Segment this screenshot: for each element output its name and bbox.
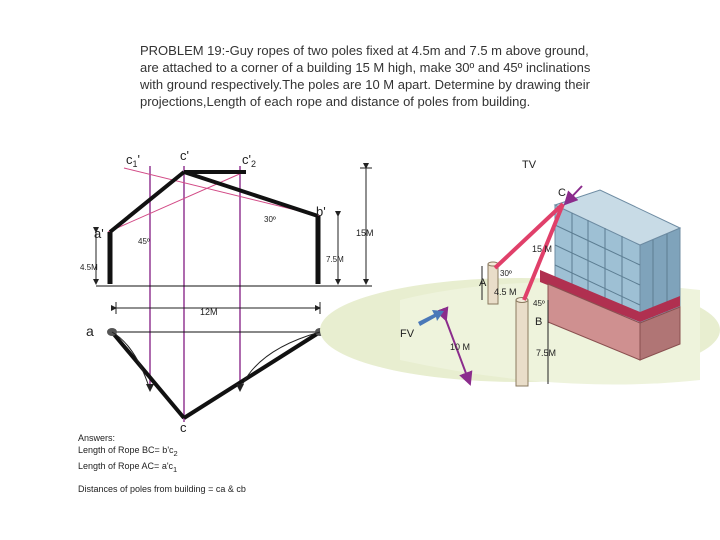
label-fv: FV: [400, 328, 415, 340]
label-A: A: [479, 277, 487, 289]
pole-b-picture: [516, 300, 528, 386]
label-tv: TV: [522, 159, 537, 171]
pictorial-view: [320, 159, 720, 386]
label-15m-picture: 15 M: [532, 244, 553, 254]
label-10m-picture: 10 M: [450, 342, 471, 352]
rope-ac-plan: [112, 332, 184, 418]
problem-line: with ground respectively.The poles are 10 M apart. Determine by drawing their: [140, 77, 590, 92]
label-angle-30: 30º: [264, 215, 276, 224]
label-c-prime: c': [180, 148, 189, 163]
rope-bc-elevation: [184, 172, 318, 216]
label-dim-15m: 15M: [356, 228, 374, 238]
problem-line: are attached to a corner of a building 15 M high, make 30º and 45º inclinations: [140, 60, 591, 75]
label-a-prime: a': [94, 226, 104, 241]
arc-arrow: [146, 384, 154, 392]
answers-title: Answers:: [78, 433, 116, 443]
label-7-5m-picture: 7.5M: [536, 348, 557, 358]
label-b-prime: b': [316, 204, 326, 219]
answer-ac: Length of Rope $AC= a'c_1$: [78, 460, 178, 474]
rope-ac-elevation: [110, 172, 184, 232]
rope-bc-plan: [184, 332, 320, 418]
label-45-picture: 45º: [533, 299, 545, 308]
rope-ac-picture: [495, 204, 563, 268]
label-30-picture: 30º: [500, 269, 512, 278]
label-a: a: [86, 323, 94, 339]
problem-line: PROBLEM 19:-Guy ropes of two poles fixed at 4.5m and 7.5 m above ground,: [140, 43, 589, 58]
label-dim-4-5m: 4.5M: [80, 263, 98, 272]
label-4-5m-picture: 4.5 M: [494, 287, 517, 297]
pole-a-picture: [488, 264, 498, 304]
label-c1-prime: $c_1'$: [126, 152, 140, 169]
problem-line: projections,Length of each rope and distance of poles from building.: [140, 94, 531, 109]
answers-block: [78, 432, 178, 476]
label-C: C: [558, 187, 566, 199]
label-c: c: [180, 420, 187, 435]
label-angle-45: 45º: [138, 237, 150, 246]
label-dim-12m: 12M: [200, 307, 218, 317]
label-c2-prime: $c'_2$: [242, 152, 256, 169]
answer-bc: Length of Rope $BC= b'c_2$: [78, 445, 178, 458]
answer-distance: Distances of poles from building = ca & cb: [78, 484, 246, 494]
arc-arrow: [236, 384, 244, 392]
label-dim-7-5m: 7.5M: [326, 255, 344, 264]
label-B: B: [535, 316, 543, 328]
